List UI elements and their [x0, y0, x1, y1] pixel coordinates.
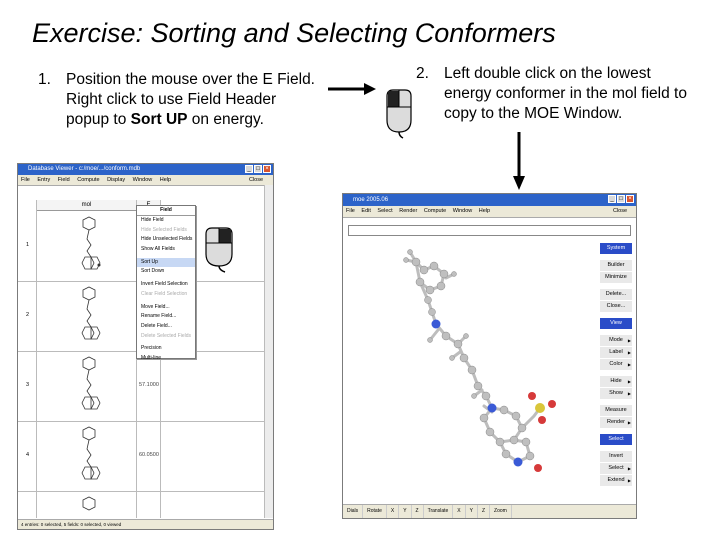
molecule-thumbnail[interactable] [63, 425, 113, 487]
step-2-instruction [416, 64, 696, 124]
sidebar-button-mode[interactable]: Mode ▶ [600, 335, 632, 346]
moe-window [342, 193, 637, 519]
sidebar-button-hide[interactable]: Hide ▶ [600, 376, 632, 387]
step-2-text: Left double click on the lowest energy conformer in the mol field to copy to the MOE Window. [444, 65, 687, 122]
sidebar-button-show[interactable]: Show ▶ [600, 388, 632, 399]
down-arrow-icon [512, 132, 526, 190]
rotate-z-dial[interactable]: Z [412, 505, 424, 518]
vertical-scrollbar[interactable] [264, 185, 273, 518]
sidebar-button-label[interactable]: Label ▶ [600, 347, 632, 358]
menu-display[interactable]: Display [107, 177, 126, 183]
step-1-bold-text: Sort UP [130, 111, 188, 128]
row-number: 1 [26, 242, 30, 248]
sidebar-button-measure[interactable]: Measure [600, 405, 632, 416]
context-menu-item-delete-field[interactable]: Delete Field... [141, 322, 172, 329]
moe-dials-bar [343, 504, 636, 518]
menu-field[interactable]: Field [57, 177, 70, 183]
context-menu-item-move-field[interactable]: Move Field... [141, 303, 170, 310]
moe-menubar [343, 206, 636, 218]
rotate-y-dial[interactable]: Y [399, 505, 411, 518]
sidebar-button-render[interactable]: Render ▶ [600, 417, 632, 428]
menu-window[interactable]: Window [132, 177, 153, 183]
maximize-button[interactable]: □ [617, 195, 625, 203]
sidebar-button-view[interactable]: View [600, 318, 632, 329]
step-1-instruction [38, 70, 318, 130]
molecule-thumbnail[interactable] [63, 355, 113, 417]
row-number: 4 [26, 452, 30, 458]
energy-value[interactable]: 57.1000 [139, 382, 159, 388]
zoom-dial[interactable]: Zoom [490, 505, 512, 518]
sidebar-button-invert[interactable]: Invert [600, 451, 632, 462]
close-button[interactable]: × [626, 195, 634, 203]
translate-x-dial[interactable]: X [453, 505, 465, 518]
menu-edit[interactable]: Edit [361, 208, 371, 214]
sidebar-button-close[interactable]: Close... [600, 301, 632, 312]
db-window-titlebar [18, 164, 273, 175]
context-menu-header: Field [137, 206, 195, 216]
translate-z-dial[interactable]: Z [478, 505, 490, 518]
context-menu-item-delete-selected-fields[interactable]: Delete Selected Fields [141, 332, 192, 339]
field-context-menu [136, 205, 196, 359]
right-arrow-icon [328, 82, 376, 96]
molecule-3d-model[interactable] [346, 240, 596, 498]
context-menu-item-multi-line[interactable]: Multi-line [141, 354, 162, 361]
slide-title: Exercise: Sorting and Selecting Conformers [32, 18, 556, 48]
menu-entry[interactable]: Entry [37, 177, 51, 183]
menu-select[interactable]: Select [377, 208, 393, 214]
context-menu-item-hide-field[interactable]: Hide Field [141, 217, 164, 223]
sidebar-button-color[interactable]: Color ▶ [600, 359, 632, 370]
molecule-thumbnail[interactable] [63, 215, 113, 277]
minimize-button[interactable]: _ [245, 165, 253, 173]
db-close-link[interactable]: Close [248, 177, 263, 183]
maximize-button[interactable]: □ [254, 165, 262, 173]
context-menu-item-precision[interactable]: Precision [141, 345, 162, 352]
minimize-button[interactable]: _ [608, 195, 616, 203]
mouse-left-button-icon [384, 88, 414, 140]
context-menu-item-hide-unselected-fields[interactable]: Hide Unselected Fields [141, 236, 193, 243]
translate-y-dial[interactable]: Y [466, 505, 478, 518]
molecule-thumbnail[interactable] [73, 495, 103, 517]
context-menu-item-sort-up[interactable]: Sort Up [137, 258, 195, 268]
menu-window[interactable]: Window [452, 208, 473, 214]
step-1-text-end: on energy. [187, 111, 264, 128]
row-number: 2 [26, 312, 30, 318]
column-header-mol[interactable]: mol [37, 200, 136, 211]
menu-render[interactable]: Render [399, 208, 418, 214]
moe-close-link[interactable]: Close [612, 208, 627, 214]
row-number: 3 [26, 382, 30, 388]
sidebar-button-delete[interactable]: Delete... [600, 289, 632, 300]
step-1-number: 1. [38, 71, 51, 88]
moe-command-sidebar [600, 243, 632, 487]
svl-command-line[interactable] [348, 225, 631, 236]
db-window-title: Database Viewer - c:/moe/.../conform.mdb [28, 166, 141, 172]
mouse-right-button-icon [203, 226, 235, 274]
moe-window-title: moe 2005.06 [353, 197, 389, 203]
sidebar-button-select[interactable]: Select [600, 434, 632, 445]
menu-file[interactable]: File [346, 208, 355, 214]
sidebar-button-builder[interactable]: Builder [600, 260, 632, 271]
db-status-bar: 4 entries: 0 selected, 5 fields: 0 selected, 0 viewed [18, 519, 274, 529]
moe-window-titlebar [343, 194, 636, 206]
menu-compute[interactable]: Compute [423, 208, 447, 214]
context-menu-item-show-all-fields[interactable]: Show All Fields [141, 246, 175, 253]
menu-file[interactable]: File [21, 177, 30, 183]
menu-compute[interactable]: Compute [77, 177, 100, 183]
context-menu-item-sort-down[interactable]: Sort Down [141, 268, 165, 275]
context-menu-item-clear-field-selection[interactable]: Clear Field Selection [141, 290, 188, 297]
rotate-x-dial[interactable]: X [387, 505, 399, 518]
context-menu-item-invert-field-selection[interactable]: Invert Field Selection [141, 281, 188, 288]
dials-label: Dials [343, 505, 363, 518]
context-menu-item-hide-selected-fields[interactable]: Hide Selected Fields [141, 226, 187, 233]
energy-value[interactable]: 60.0500 [139, 452, 159, 458]
step-1-text: Position the mouse over the E Field. Right click to use Field Header popup to [66, 71, 315, 128]
step-2-number: 2. [416, 65, 429, 82]
close-button[interactable]: × [263, 165, 271, 173]
sidebar-button-minimize[interactable]: Minimize [600, 272, 632, 283]
context-menu-item-rename-field[interactable]: Rename Field... [141, 313, 177, 320]
sidebar-button-extend[interactable]: Extend ▶ [600, 475, 632, 486]
translate-label: Translate [424, 505, 454, 518]
menu-help[interactable]: Help [478, 208, 491, 214]
molecule-thumbnail[interactable] [63, 285, 113, 347]
sidebar-button-select[interactable]: Select ▶ [600, 463, 632, 474]
rotate-label: Rotate [363, 505, 387, 518]
molecule-viewport[interactable] [346, 240, 596, 498]
sidebar-button-system[interactable]: System [600, 243, 632, 254]
menu-help[interactable]: Help [159, 177, 172, 183]
